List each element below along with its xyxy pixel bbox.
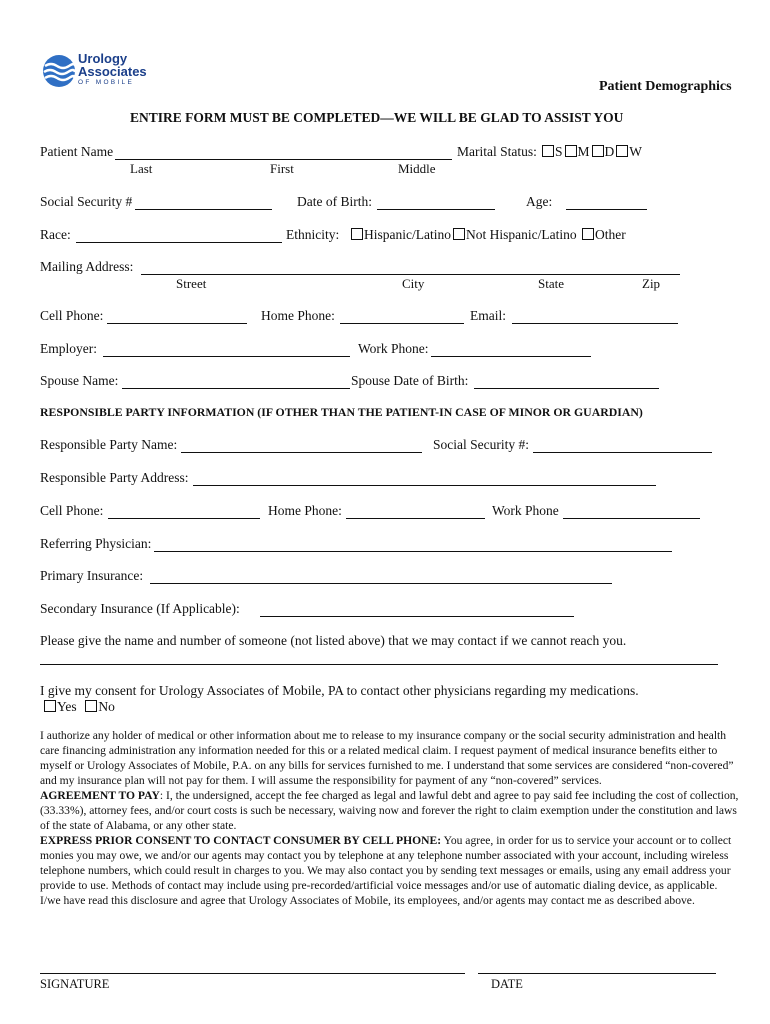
spouse-name-field[interactable] [122, 388, 350, 389]
legal-disclosure [40, 728, 740, 908]
responsible-cell-label: Cell Phone: [40, 503, 104, 518]
street-sublabel: Street [176, 276, 207, 291]
consent-no-checkbox[interactable] [85, 700, 97, 712]
logo-line3: OF MOBILE [78, 79, 135, 86]
last-sublabel: Last [130, 161, 153, 176]
email-field[interactable] [512, 323, 678, 324]
referring-physician-field[interactable] [154, 551, 672, 552]
responsible-cell-field[interactable] [108, 518, 260, 519]
mailing-address-field[interactable] [141, 274, 680, 275]
ethnicity-other-checkbox[interactable] [582, 228, 594, 240]
employer-field[interactable] [103, 356, 350, 357]
consent-options [42, 699, 115, 715]
referring-physician-label: Referring Physician: [40, 536, 152, 551]
date-label: DATE [491, 977, 523, 991]
logo-line2: Associates [78, 64, 147, 79]
marital-status-options [540, 144, 642, 160]
secondary-insurance-label: Secondary Insurance (If Applicable): [40, 601, 240, 616]
spouse-dob-field[interactable] [474, 388, 659, 389]
express-consent-paragraph [40, 833, 740, 908]
ethnicity-label: Ethnicity: [286, 227, 340, 242]
hispanic-label: Hispanic/Latino [364, 227, 451, 242]
spouse-name-label: Spouse Name: [40, 373, 119, 388]
first-sublabel: First [270, 161, 294, 176]
responsible-name-label: Responsible Party Name: [40, 437, 178, 452]
form-subtitle: ENTIRE FORM MUST BE COMPLETED—WE WILL BE GLAD TO ASSIST YOU [130, 110, 624, 125]
patient-name-field[interactable] [115, 159, 452, 160]
consent-yes-label: Yes [57, 699, 77, 714]
marital-m-label: M [577, 144, 590, 159]
logo-wave-icon [42, 54, 76, 88]
responsible-work-field[interactable] [563, 518, 700, 519]
marital-s-checkbox[interactable] [542, 145, 554, 157]
responsible-party-heading: RESPONSIBLE PARTY INFORMATION (IF OTHER THAN THE PATIENT-IN CASE OF MINOR OR GUARDIAN) [40, 405, 643, 419]
responsible-address-label: Responsible Party Address: [40, 470, 189, 485]
not-hispanic-label: Not Hispanic/Latino [465, 227, 577, 242]
mailing-address-label: Mailing Address: [40, 259, 134, 274]
primary-insurance-label: Primary Insurance: [40, 568, 144, 583]
zip-sublabel: Zip [642, 276, 661, 291]
clinic-logo [42, 50, 152, 92]
responsible-address-field[interactable] [193, 485, 656, 486]
hispanic-checkbox[interactable] [351, 228, 363, 240]
express-consent-title: EXPRESS PRIOR CONSENT TO CONTACT CONSUMER BY CELL PHONE: [40, 834, 442, 847]
home-phone-label: Home Phone: [261, 308, 335, 323]
express-consent-text: You agree, in order for us to service your account or to collect monies you may owe, we and/or our agents may contact you by telephone at any telephone number associated with your account, including wireless telephone numbers, which could result in charges to you. We may also contact you by sending text messages or emails, using any email address your provide to use. Methods of contact may include using pre-recorded/artificial voice messages and/or use of automatic dialing device, as applicable. I/we have read this disclosure and agree that Urology Associates of Mobile, its employees, and/or agents may contact me as described above. [40, 834, 732, 907]
work-phone-label: Work Phone: [358, 341, 429, 356]
responsible-home-label: Home Phone: [268, 503, 342, 518]
primary-insurance-field[interactable] [150, 583, 612, 584]
cell-phone-label: Cell Phone: [40, 308, 104, 323]
responsible-work-label: Work Phone [492, 503, 559, 518]
signature-field[interactable] [40, 973, 465, 974]
email-label: Email: [470, 308, 506, 323]
ethnicity-other-label: Other [594, 227, 626, 242]
emergency-contact-prompt: Please give the name and number of someone (not listed above) that we may contact if we cannot reach you. [40, 633, 627, 648]
responsible-ssn-label: Social Security #: [433, 437, 529, 452]
ethnicity-options [349, 227, 626, 243]
ssn-field[interactable] [135, 209, 272, 210]
agreement-text: : I, the undersigned, accept the fee charged as legal and lawful debt and agree to pay said fee including the cost of collection, (33.33%), attorney fees, and/or court costs is such be necessary, waiving now and forever the right to claim exemption under the constitution and laws of the state of Alabama, or any other state. [40, 789, 739, 832]
authorization-paragraph: I authorize any holder of medical or other information about me to release to my insurance company or the social security administration and health care financing administration any information needed for this or a related medical claim. I request payment of medical insurance benefits either to myself or Urology Associates of Mobile, P.A. on any bills for services furnished to me. I understand that some services are considered “non-covered” and my insurance plan will not pay for them. I will assume the responsibility for payment of any “non-covered” services. [40, 729, 734, 787]
middle-sublabel: Middle [398, 161, 436, 176]
logo-line1: Urology [78, 51, 128, 66]
marital-w-checkbox[interactable] [616, 145, 628, 157]
signature-label: SIGNATURE [40, 977, 110, 991]
dob-label: Date of Birth: [297, 194, 372, 209]
marital-d-checkbox[interactable] [592, 145, 604, 157]
marital-m-checkbox[interactable] [565, 145, 577, 157]
employer-label: Employer: [40, 341, 97, 356]
date-field[interactable] [478, 973, 716, 974]
marital-d-label: D [604, 144, 615, 159]
race-label: Race: [40, 227, 71, 242]
patient-name-label: Patient Name [40, 144, 114, 159]
marital-status-label: Marital Status: [457, 144, 537, 159]
responsible-ssn-field[interactable] [533, 452, 712, 453]
marital-s-label: S [555, 144, 563, 159]
ssn-label: Social Security # [40, 194, 133, 209]
state-sublabel: State [538, 276, 564, 291]
responsible-name-field[interactable] [181, 452, 422, 453]
marital-w-label: W [629, 144, 643, 159]
responsible-home-field[interactable] [346, 518, 485, 519]
page-title: Patient Demographics [599, 79, 732, 94]
consent-no-label: No [98, 699, 115, 714]
secondary-insurance-field[interactable] [260, 616, 574, 617]
consent-yes-checkbox[interactable] [44, 700, 56, 712]
age-label: Age: [526, 194, 553, 209]
race-field[interactable] [76, 242, 282, 243]
home-phone-field[interactable] [340, 323, 464, 324]
dob-field[interactable] [377, 209, 495, 210]
emergency-contact-field[interactable] [40, 664, 718, 665]
work-phone-field[interactable] [431, 356, 591, 357]
agreement-title: AGREEMENT TO PAY [40, 789, 160, 802]
cell-phone-field[interactable] [107, 323, 247, 324]
agreement-to-pay-paragraph [40, 788, 740, 833]
consent-text: I give my consent for Urology Associates of Mobile, PA to contact other physicians regarding my medications. [40, 683, 639, 698]
city-sublabel: City [402, 276, 425, 291]
not-hispanic-checkbox[interactable] [453, 228, 465, 240]
spouse-dob-label: Spouse Date of Birth: [351, 373, 469, 388]
age-field[interactable] [566, 209, 647, 210]
